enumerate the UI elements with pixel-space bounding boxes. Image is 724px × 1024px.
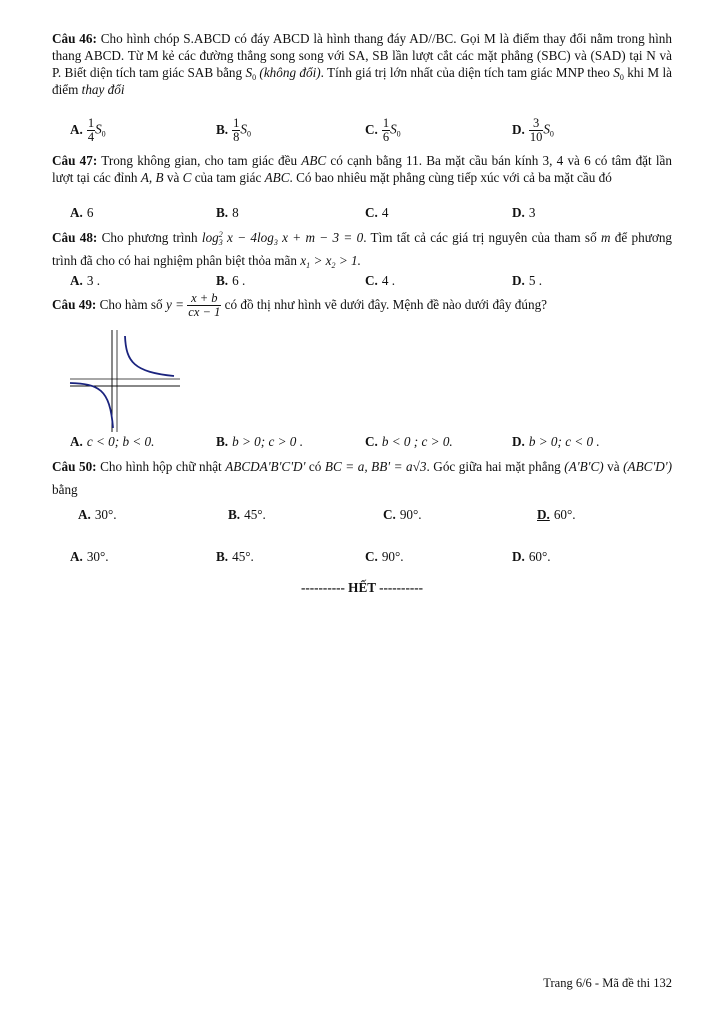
- question-49-text: Câu 49: Cho hàm số y = $\frac{x + b}{cx - 1}$ có đồ thị như hình vẽ dưới đây. Mệnh đề nào dưới đây đúng?: [52, 291, 548, 320]
- curve-branch-right: [125, 336, 174, 376]
- end-marker: ---------- HẾT ----------: [300, 580, 424, 595]
- question-48-options: [0, 272, 724, 292]
- question-49: [52, 290, 672, 320]
- question-47-label: Câu 47:: [52, 153, 98, 168]
- option-47-a[interactable]: A. 6: [70, 205, 94, 220]
- correct-answer-marker: D.: [537, 507, 550, 522]
- question-48-label: Câu 48:: [52, 230, 98, 245]
- s0-symbol: S: [245, 65, 253, 80]
- option-48-b[interactable]: B. 6 .: [216, 273, 246, 288]
- question-50-text: Câu 50: Cho hình hộp chữ nhật ABCDA'B'C'D' có BC = a, BB' = a√3. Góc giữa hai mặt phẳng (A'B'C) và (ABC'D') bằng: [52, 459, 673, 497]
- page-footer: Trang 6/6 - Mã đề thi 132: [543, 976, 672, 990]
- s0-symbol: S: [613, 65, 620, 80]
- option-49-b[interactable]: B. b > 0; c > 0 .: [216, 434, 303, 449]
- option-50-c-repeat[interactable]: C. 90°.: [365, 549, 404, 564]
- option-49-d[interactable]: D. b > 0; c < 0 .: [512, 434, 600, 449]
- option-47-d[interactable]: D. 3: [512, 205, 536, 220]
- option-48-c[interactable]: C. 4 .: [365, 273, 396, 288]
- question-50-options-row1: [0, 506, 724, 526]
- option-50-a[interactable]: A. 30°.: [78, 507, 117, 522]
- hyperbola-graph: [68, 328, 180, 432]
- question-47: [52, 152, 672, 186]
- option-49-c[interactable]: C. b < 0 ; c > 0.: [365, 434, 453, 449]
- condition-48: $x_1 > x_2 > 1$.: [300, 253, 361, 270]
- question-46-options: [0, 116, 724, 144]
- question-48-text: Câu 48: Cho phương trình log 2 3 $x - 4\log_3$ x + m − 3 = 0. Tìm tất cả các giá trị nguyên của tham số m để phương trình đã cho có hai nghiệm phân biệt thỏa mãn $x_1 > x_2 > 1$.: [52, 229, 673, 270]
- option-46-a[interactable]: A. $\frac{1}{4}$ $S_0$: [70, 116, 106, 144]
- option-50-b[interactable]: B. 45°.: [228, 507, 266, 522]
- option-50-d[interactable]: D. 60°.: [537, 507, 576, 522]
- question-47-text: Câu 47: Trong không gian, cho tam giác đều ABC có cạnh bằng 11. Ba mặt cầu bán kính 3, 4 và 6 có tâm đặt lần lượt tại các đỉnh A, B và C của tam giác ABC. Có bao nhiêu mặt phẳng cùng tiếp xúc với cả ba mặt cầu đó: [52, 153, 673, 185]
- function-fraction: $\frac{x + b}{cx - 1}$: [188, 291, 221, 320]
- question-50: [52, 455, 672, 501]
- question-46-text-part1: Cho hình chóp S.ABCD có đáy ABCD là hình thang đáy AD//BC. Gọi M là điểm thay đổi nằm trong hình thang ABCD. Từ M kẻ các đường thẳng song song với SA, SB lần lượt cắt các mặt phẳng (SBC) và (SAD) tại N và P. Biết diện tích tam giác SAB bằng: [52, 31, 672, 80]
- curve-branch-left: [70, 383, 113, 428]
- question-47-options: [0, 204, 724, 224]
- question-49-label: Câu 49:: [52, 297, 97, 312]
- option-48-d[interactable]: D. 5 .: [512, 273, 543, 288]
- question-49-options: [0, 433, 724, 453]
- s0-subscript: 0: [252, 73, 257, 82]
- question-50-label: Câu 50:: [52, 459, 97, 474]
- option-46-d[interactable]: D. $\frac{3}{10}$ $S_0$: [512, 116, 554, 144]
- option-46-c[interactable]: C. $\frac{1}{6}$ $S_0$: [365, 116, 401, 144]
- option-50-c[interactable]: C. 90°.: [383, 507, 422, 522]
- option-50-b-repeat[interactable]: B. 45°.: [216, 549, 254, 564]
- option-47-b[interactable]: B. 8: [216, 205, 239, 220]
- option-50-a-repeat[interactable]: A. 30°.: [70, 549, 109, 564]
- option-49-a[interactable]: A. c < 0; b < 0.: [70, 434, 155, 449]
- question-46-text-part2: . Tính giá trị lớn nhất của diện tích tam giác MNP theo: [320, 65, 614, 80]
- question-46: [52, 30, 672, 98]
- s0-subscript: 0: [619, 73, 624, 82]
- option-46-b[interactable]: B. $\frac{1}{8}$ $S_0$: [216, 116, 251, 144]
- option-48-a[interactable]: A. 3 .: [70, 273, 101, 288]
- varying-note: thay đổi: [81, 82, 125, 97]
- question-46-text: [52, 30, 672, 98]
- question-48: [52, 226, 672, 272]
- question-50-options-row2: [0, 548, 724, 568]
- constant-note: (không đổi): [259, 65, 321, 80]
- equation-48: log 2 3 $x - 4\log_3$ x + m − 3 = 0: [201, 229, 364, 247]
- option-47-c[interactable]: C. 4: [365, 205, 389, 220]
- question-46-label: Câu 46:: [52, 31, 97, 46]
- question-46-text-part3: khi M là điểm: [52, 65, 672, 97]
- option-50-d-repeat[interactable]: D. 60°.: [512, 549, 551, 564]
